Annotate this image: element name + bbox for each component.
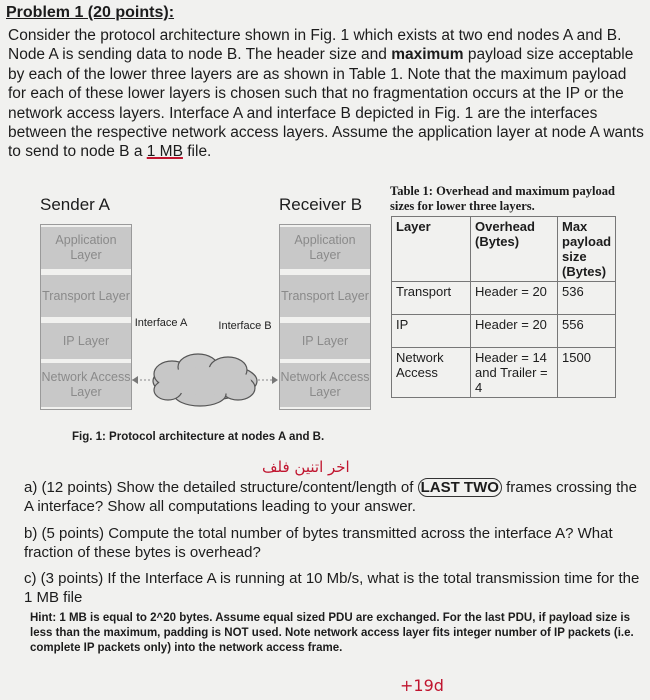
table-title: Table 1: Overhead and maximum payload sizes for lower three layers. [390, 184, 615, 213]
interface-a-label: Interface A [134, 317, 188, 329]
receiver-ip-layer: IP Layer [280, 323, 370, 359]
sender-stack [40, 224, 132, 410]
intro-bold: maximum [391, 46, 464, 64]
question-a-text-2: frames crossing the A interface? Show all computations leading to your answer. [24, 479, 637, 515]
receiver-title: Receiver B [279, 195, 363, 214]
question-c [24, 569, 644, 607]
table-row [392, 315, 616, 348]
question-a-circled: LAST TWO [418, 478, 502, 497]
header-overhead: Overhead (Bytes) [471, 217, 558, 282]
cell-layer: Network Access [392, 348, 471, 398]
cell-max: 536 [558, 282, 616, 315]
figure-caption: Fig. 1: Protocol architecture at nodes A and B. [72, 431, 325, 443]
question-b [24, 524, 644, 562]
question-a-text-1: (12 points) Show the detailed structure/content/length of [41, 479, 418, 496]
intro-file-size: 1 MB [146, 143, 183, 161]
question-b-label: b) [24, 525, 38, 542]
interface-b-label: Interface B [218, 320, 272, 332]
table-header-row [392, 217, 616, 282]
overhead-table [391, 216, 616, 398]
hint-text: Hint: 1 MB is equal to 2^20 bytes. Assume equal sized PDU are exchanged. For the last PDU, if payload size is less than the maximum, padding is NOT used. Note network access layer fits integer number of IP packets (i.e. complete IP packets only) into the network access frame. [30, 612, 634, 654]
arrow-left-icon [132, 376, 138, 384]
question-b-text: (5 points) Compute the total number of bytes transmitted across the interface A? What fraction of these bytes is overhead? [24, 525, 613, 561]
question-a-label: a) [24, 479, 38, 496]
cell-layer: Transport [392, 282, 471, 315]
intro-text-1: Consider the protocol architecture shown in Fig. 1 which exists at two end nodes A and B. Node A is sending data to node B. The header size and [8, 27, 622, 64]
question-a [24, 478, 644, 516]
sender-network-access-layer: Network Access Layer [41, 363, 131, 407]
receiver-stack [279, 224, 371, 410]
table-row [392, 348, 616, 398]
receiver-transport-layer: Transport Layer [280, 275, 370, 317]
header-layer: Layer [392, 217, 471, 282]
problem-intro [8, 26, 644, 162]
cell-max: 556 [558, 315, 616, 348]
network-cloud-diagram [130, 350, 280, 410]
question-c-label: c) [24, 570, 37, 587]
arrow-right-icon [272, 376, 278, 384]
handwritten-note-bottom: +19d [400, 676, 444, 695]
header-max-payload: Max payload size (Bytes) [558, 217, 616, 282]
sender-application-layer: Application Layer [41, 227, 131, 269]
problem-title: Problem 1 (20 points): [6, 4, 175, 21]
receiver-network-access-layer: Network Access Layer [280, 363, 370, 407]
table-row [392, 282, 616, 315]
intro-text-end: file. [182, 143, 212, 161]
intro-text-2: payload size acceptable by each of the lower three layers are as shown in Table 1. Note that the maximum payload for each of these lower layers is chosen such that no fragmentation occurs at the IP or the network access layers. Interface A and interface B depicted in Fig. 1 are the interfaces between the respective network access layers. Assume the application layer at node A wants to send to node B a [8, 46, 644, 161]
handwritten-note-top: اخر اتنين فلف [262, 458, 350, 476]
sender-transport-layer: Transport Layer [41, 275, 131, 317]
sender-ip-layer: IP Layer [41, 323, 131, 359]
question-c-text: (3 points) If the Interface A is running at 10 Mb/s, what is the total transmission time for the 1 MB file [24, 570, 640, 606]
receiver-application-layer: Application Layer [280, 227, 370, 269]
cell-overhead: Header = 20 [471, 315, 558, 348]
cloud-fill [159, 367, 251, 395]
cell-max: 1500 [558, 348, 616, 398]
cell-overhead: Header = 14 and Trailer = 4 [471, 348, 558, 398]
cell-overhead: Header = 20 [471, 282, 558, 315]
sender-title: Sender A [40, 195, 110, 214]
cell-layer: IP [392, 315, 471, 348]
